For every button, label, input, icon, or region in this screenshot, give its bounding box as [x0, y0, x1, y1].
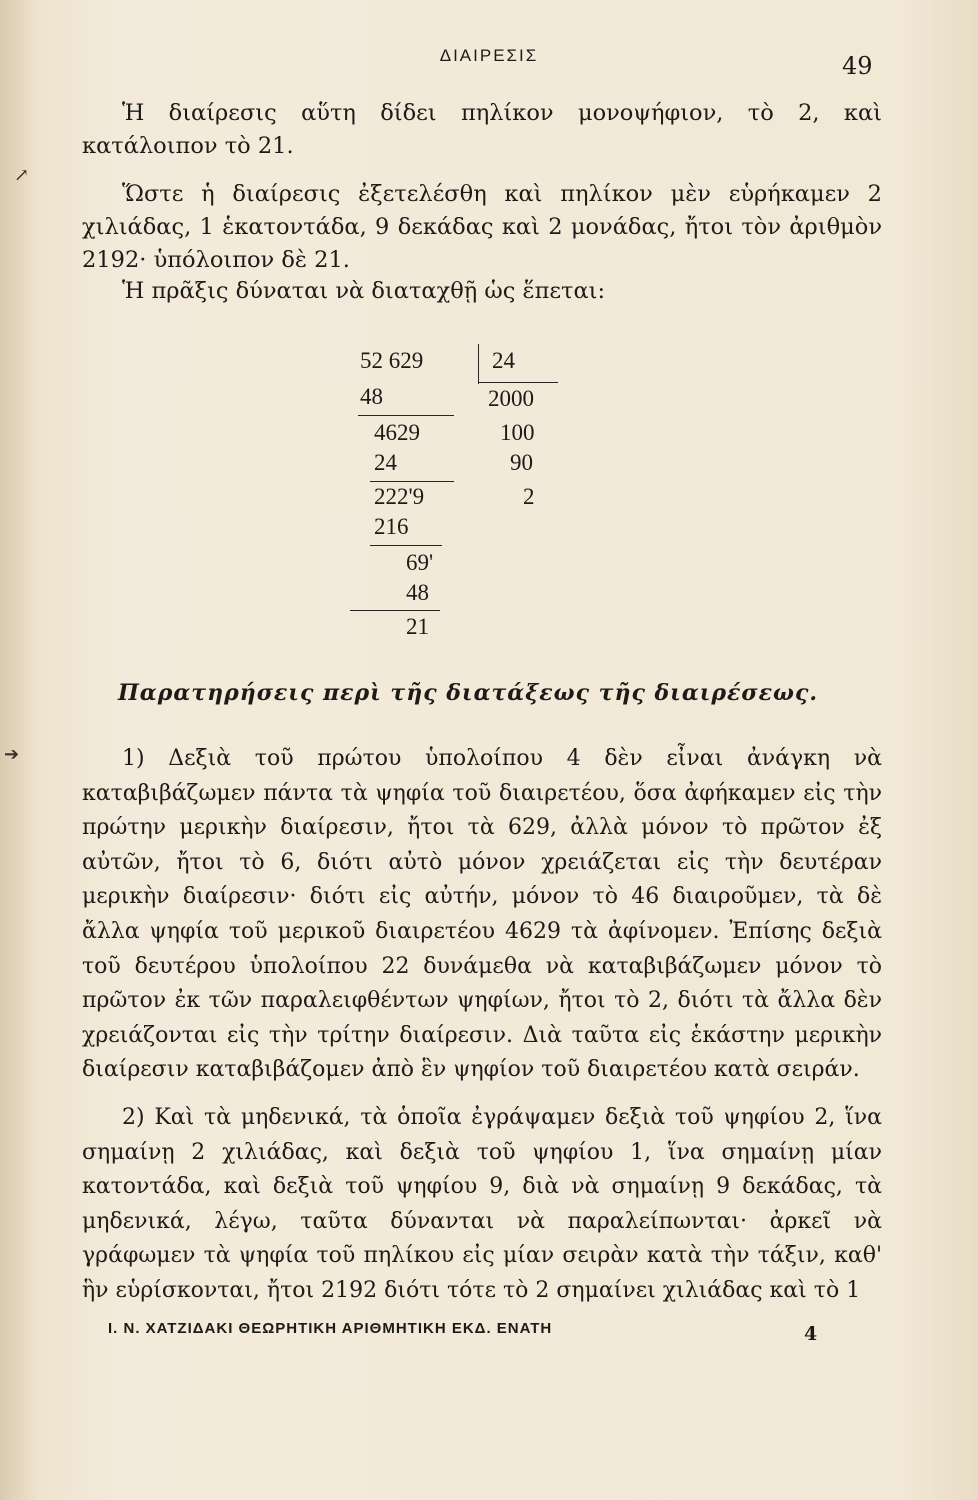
footer-imprint: Ι. Ν. ΧΑΤΖΙΔΑΚΙ ΘΕΩΡΗΤΙΚΗ ΑΡΙΘΜΗΤΙΚΗ ΕΚΔ. ΕΝΑΤΗ [108, 1320, 553, 1337]
subtraction-rule [358, 415, 454, 416]
subtraction-rule [370, 481, 454, 482]
paragraph-remark-2 [82, 1101, 882, 1309]
division-remainder: 21 [406, 614, 429, 639]
long-division-layout [350, 340, 580, 650]
signature-mark: 4 [804, 1323, 818, 1345]
division-divisor: 24 [492, 348, 515, 373]
division-step: 69' [406, 550, 434, 575]
divisor-bar [478, 344, 479, 384]
quotient-part: 2 [523, 484, 535, 509]
paragraph-arrangement-intro [82, 275, 882, 308]
section-heading: Παρατηρήσεις περὶ τῆς διατάξεως τῆς διαιρέσεως. [118, 680, 818, 706]
margin-arrow-icon: ➔ [4, 744, 20, 765]
divisor-rule [478, 382, 558, 383]
quotient-part: 90 [510, 450, 533, 475]
quotient-part: 2000 [488, 386, 534, 411]
division-step: 24 [374, 450, 397, 475]
page-number: 49 [842, 52, 873, 80]
division-step: 48 [406, 580, 429, 605]
division-step: 222'9 [374, 484, 425, 509]
paragraph-text: Ἡ πρᾶξις δύναται νὰ διαταχθῇ ὡς ἕπεται: [122, 278, 606, 304]
subtraction-rule [350, 610, 440, 611]
paragraph-text: Ἡ διαίρεσις αὕτη δίδει πηλίκον μονοψήφιον, τὸ 2, καὶ κατάλοιπον τὸ 21. [82, 100, 882, 159]
paragraph-quotient-result [82, 97, 882, 163]
running-head: ΔΙΑΙΡΕΣΙΣ [439, 46, 539, 65]
division-step: 216 [374, 514, 409, 539]
margin-arrow-icon: ↗ [14, 165, 30, 186]
paragraph-remark-1 [82, 742, 882, 1088]
division-step: 48 [360, 384, 383, 409]
paragraph-division-complete [82, 178, 882, 277]
quotient-part: 100 [500, 420, 535, 445]
division-dividend: 52 629 [360, 348, 424, 373]
paragraph-text: 2) Καὶ τὰ μηδενικά, τὰ ὁποῖα ἐγράψαμεν δεξιὰ τοῦ ψηφίου 2, ἵνα σημαίνῃ 2 χιλιάδας, καὶ δεξιὰ τοῦ ψηφίου 1, ἵνα σημαίνῃ μίαν κατοντάδα, καὶ δεξιὰ τοῦ ψηφίου 9, διὰ νὰ σημαίνῃ 9 δεκάδας, τὰ μηδενικά, λέγω, ταῦτα δύνανται νὰ παραλείπωνται· ἀρκεῖ νὰ γράφωμεν τὰ ψηφία τοῦ πηλίκου εἰς μίαν σειρὰν κατὰ τὴν τάξιν, καθ' ἣν εὑρίσκονται, ἤτοι 2192 διότι τότε τὸ 2 σημαίνει χιλιάδας καὶ τὸ 1 [82, 1105, 882, 1303]
paragraph-text: Ὥστε ἡ διαίρεσις ἐξετελέσθη καὶ πηλίκον μὲν εὑρήκαμεν 2 χιλιάδας, 1 ἑκατοντάδα, 9 δεκάδας καὶ 2 μονάδας, ἤτοι τὸν ἀριθμὸν 2192· ὑπόλοιπον δὲ 21. [82, 181, 882, 273]
paragraph-text: 1) Δεξιὰ τοῦ πρώτου ὑπολοίπου 4 δὲν εἶναι ἀνάγκη νὰ καταβιβάζωμεν πάντα τὰ ψηφία τοῦ διαιρετέου, ὅσα ἀφήκαμεν εἰς τὴν πρώτην μερικὴν διαίρεσιν, ἤτοι τὰ 629, ἀλλὰ μόνον τὸ πρῶτον ἐξ αὐτῶν, ἤτοι τὸ 6, διότι αὐτὸ μόνον χρειάζεται εἰς τὴν δευτέραν μερικὴν διαίρεσιν· διότι εἰς αὐτήν, μόνον τὸ 46 διαιροῦμεν, τὰ δὲ ἄλλα ψηφία τοῦ μερικοῦ διαιρετέου 4629 τὰ ἀφίνομεν. Ἐπίσης δεξιὰ τοῦ δευτέρου ὑπολοίπου 22 δυνάμεθα νὰ καταβιβάζωμεν μόνον τὸ πρῶτον ἐκ τῶν παραλειφθέντων ψηφίων, ἤτοι τὸ 2, διότι τὰ ἄλλα δὲν χρειάζονται εἰς τὴν τρίτην διαίρεσιν. Διὰ ταῦτα εἰς ἑκάστην μερικὴν διαίρεσιν καταβιβάζομεν ἀπὸ ἓν ψηφίον τοῦ διαιρετέου κατὰ σειράν. [82, 746, 882, 1083]
subtraction-rule [370, 545, 442, 546]
division-step: 4629 [374, 420, 420, 445]
